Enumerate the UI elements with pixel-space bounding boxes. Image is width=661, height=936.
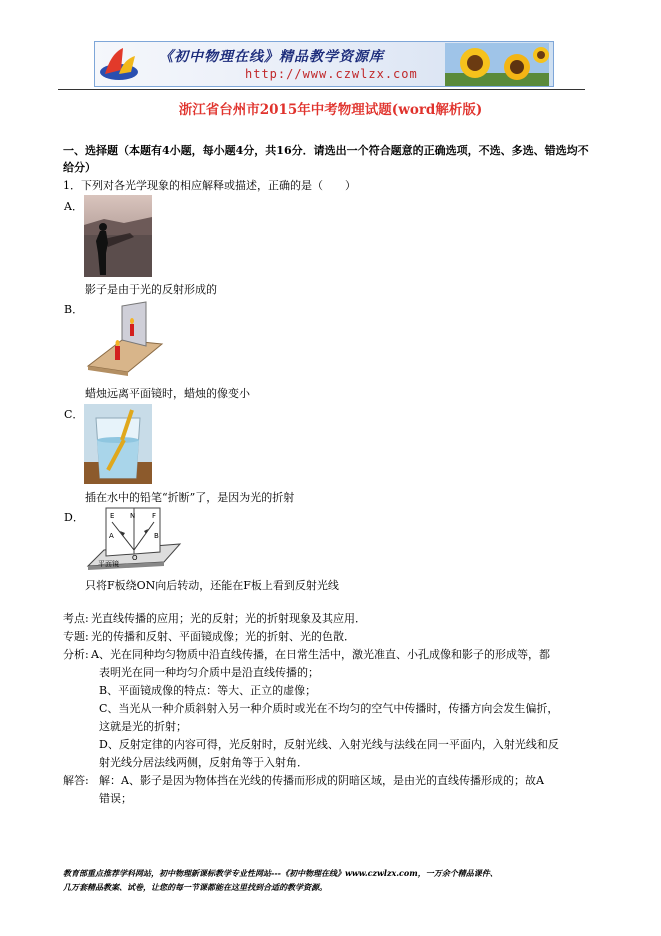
header-rule: [58, 89, 585, 90]
banner-url: http://www.czwlzx.com: [245, 67, 418, 81]
footer-line-1: 教育部重点推荐学科网站，初中物理新课标教学专业性网站---《初中物理在线》www.czwlzx.com，一万余个精品课件、: [63, 868, 498, 878]
pencil-in-water-icon: [84, 404, 152, 484]
label-n: N: [130, 512, 136, 520]
fenxi-line-4: C、当光从一种介质斜射入另一种介质时或光在不均匀的空气中传播时，传播方向会发生偏折，: [99, 702, 559, 715]
footer-line-2: 几万套精品教案、试卷，让您的每一节课都能在这里找到合适的教学资源。: [63, 882, 327, 892]
label-a: A: [109, 532, 114, 540]
candle-mirror-icon: [84, 300, 164, 376]
jieda-line-1: 解：A、影子是因为物体挡在光线的传播而形成的阴暗区域，是由光的直线传播形成的；故A: [99, 774, 544, 787]
fenxi-line-3: B、平面镜成像的特点：等大、正立的虚像；: [99, 684, 317, 697]
fenxi-line-7: 射光线分居法线两侧，反射角等于入射角．: [99, 756, 308, 769]
label-f: F: [152, 512, 157, 520]
option-d-letter: D．: [64, 511, 84, 524]
label-mirror: 平面镜: [98, 560, 119, 568]
section-heading: 一、选择题（本题有4小题，每小题4分，共16分．请选出一个符合题意的正确选项，不选、多选、错选均不给分）: [63, 144, 589, 174]
label-e: E: [110, 512, 115, 520]
jieda-line-2: 错误；: [99, 792, 132, 805]
header-banner: [94, 41, 554, 87]
fenxi-label: 分析:: [63, 648, 89, 661]
site-logo-icon: [97, 44, 141, 84]
label-b: B: [154, 532, 159, 540]
jieda-row: [63, 772, 544, 790]
kaodian-text: 光直线传播的应用；光的反射；光的折射现象及其应用．: [91, 612, 366, 625]
fenxi-row: [63, 646, 550, 664]
option-b-caption: 蜡烛远离平面镜时，蜡烛的像变小: [85, 387, 250, 400]
sunflower-icon: [445, 43, 549, 87]
page-footer: [63, 866, 498, 894]
question-stem: 1．下列对各光学现象的相应解释或描述，正确的是（ ）: [63, 179, 356, 192]
kaodian-label: 考点:: [63, 612, 89, 625]
option-a-letter: A．: [64, 200, 83, 213]
jieda-label: 解答:: [63, 774, 89, 787]
label-o: O: [132, 554, 138, 562]
zhuanti-text: 光的传播和反射、平面镜成像；光的折射、光的色散．: [91, 630, 355, 643]
fenxi-line-5: 这就是光的折射；: [99, 720, 187, 733]
zhuanti-row: [63, 628, 355, 646]
option-b-letter: B．: [64, 303, 84, 316]
banner-title: 《初中物理在线》精品教学资源库: [159, 49, 384, 65]
fenxi-line-6: D、反射定律的内容可得，光反射时，反射光线、入射光线与法线在同一平面内，入射光线和反: [99, 738, 559, 751]
fenxi-line-1: A、光在同种均匀物质中沿直线传播，在日常生活中，激光准直、小孔成像和影子的形成等，都: [91, 648, 550, 661]
option-c-letter: C．: [64, 408, 84, 421]
fenxi-line-2: 表明光在同一种均匀介质中是沿直线传播的；: [99, 666, 319, 679]
option-d-caption: 只将F板绕ON向后转动，还能在F板上看到反射光线: [85, 579, 339, 592]
option-a-caption: 影子是由于光的反射形成的: [85, 283, 217, 296]
kaodian-row: [63, 610, 366, 628]
document-title: 浙江省台州市2015年中考物理试题(word解析版): [178, 102, 483, 118]
zhuanti-label: 专题:: [63, 630, 89, 643]
reflection-board-icon: [84, 504, 184, 572]
option-c-caption: 插在水中的铅笔“折断”了，是因为光的折射: [85, 491, 295, 504]
shadow-photo-icon: [84, 195, 152, 277]
